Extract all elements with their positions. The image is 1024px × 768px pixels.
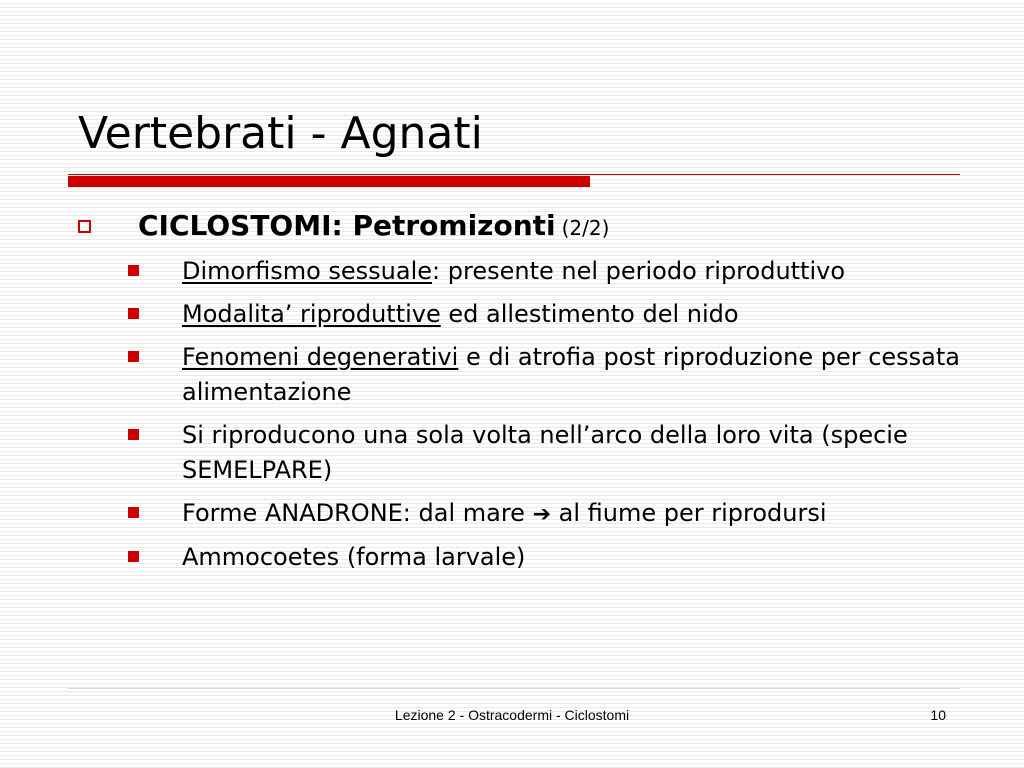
list-item <box>128 540 968 575</box>
item-underlined-term: Fenomeni degenerativi <box>182 343 459 371</box>
filled-square-bullet-icon <box>128 265 139 276</box>
footer-lesson-title: Lezione 2 - Ostracodermi - Ciclostomi <box>394 707 630 723</box>
title-underline-thick <box>68 176 590 187</box>
filled-square-bullet-icon <box>128 351 139 362</box>
right-arrow-icon: ➔ <box>532 502 552 527</box>
footer-divider <box>68 688 960 689</box>
list-item <box>128 496 968 532</box>
filled-square-bullet-icon <box>128 507 139 518</box>
item-text: ed allestimento del nido <box>440 300 739 328</box>
main-bullet-text <box>138 206 609 248</box>
filled-square-bullet-icon <box>128 429 139 440</box>
item-underlined-term: Modalita’ riproduttive <box>182 300 441 328</box>
item-text: e di atrofia post riproduzione per cessata alimentazione <box>182 343 961 406</box>
list-item <box>128 418 968 488</box>
item-text: Ammocoetes (forma larvale) <box>182 543 526 571</box>
item-text: : presente nel periodo riproduttivo <box>432 257 846 285</box>
list-item <box>128 340 968 410</box>
item-underlined-term: Dimorfismo sessuale <box>182 257 433 285</box>
filled-square-bullet-icon <box>128 551 139 562</box>
main-bullet <box>78 206 958 250</box>
item-text-after: al fiume per riprodursi <box>551 499 827 527</box>
hollow-square-bullet-icon <box>78 220 91 233</box>
sub-bullet-list <box>128 254 968 583</box>
item-text-before: Forme ANADRONE: dal mare <box>182 499 533 527</box>
footer-page-number: 10 <box>930 707 946 723</box>
main-bullet-heading: CICLOSTOMI: Petromizonti <box>138 209 556 242</box>
main-bullet-part: (2/2) <box>561 216 610 240</box>
list-item <box>128 297 968 332</box>
filled-square-bullet-icon <box>128 308 139 319</box>
slide-title: Vertebrati - Agnati <box>78 108 483 159</box>
item-text: Si riproducono una sola volta nell’arco della loro vita (specie SEMELPARE) <box>182 421 908 484</box>
list-item <box>128 254 968 289</box>
title-underline-thin <box>68 174 960 175</box>
